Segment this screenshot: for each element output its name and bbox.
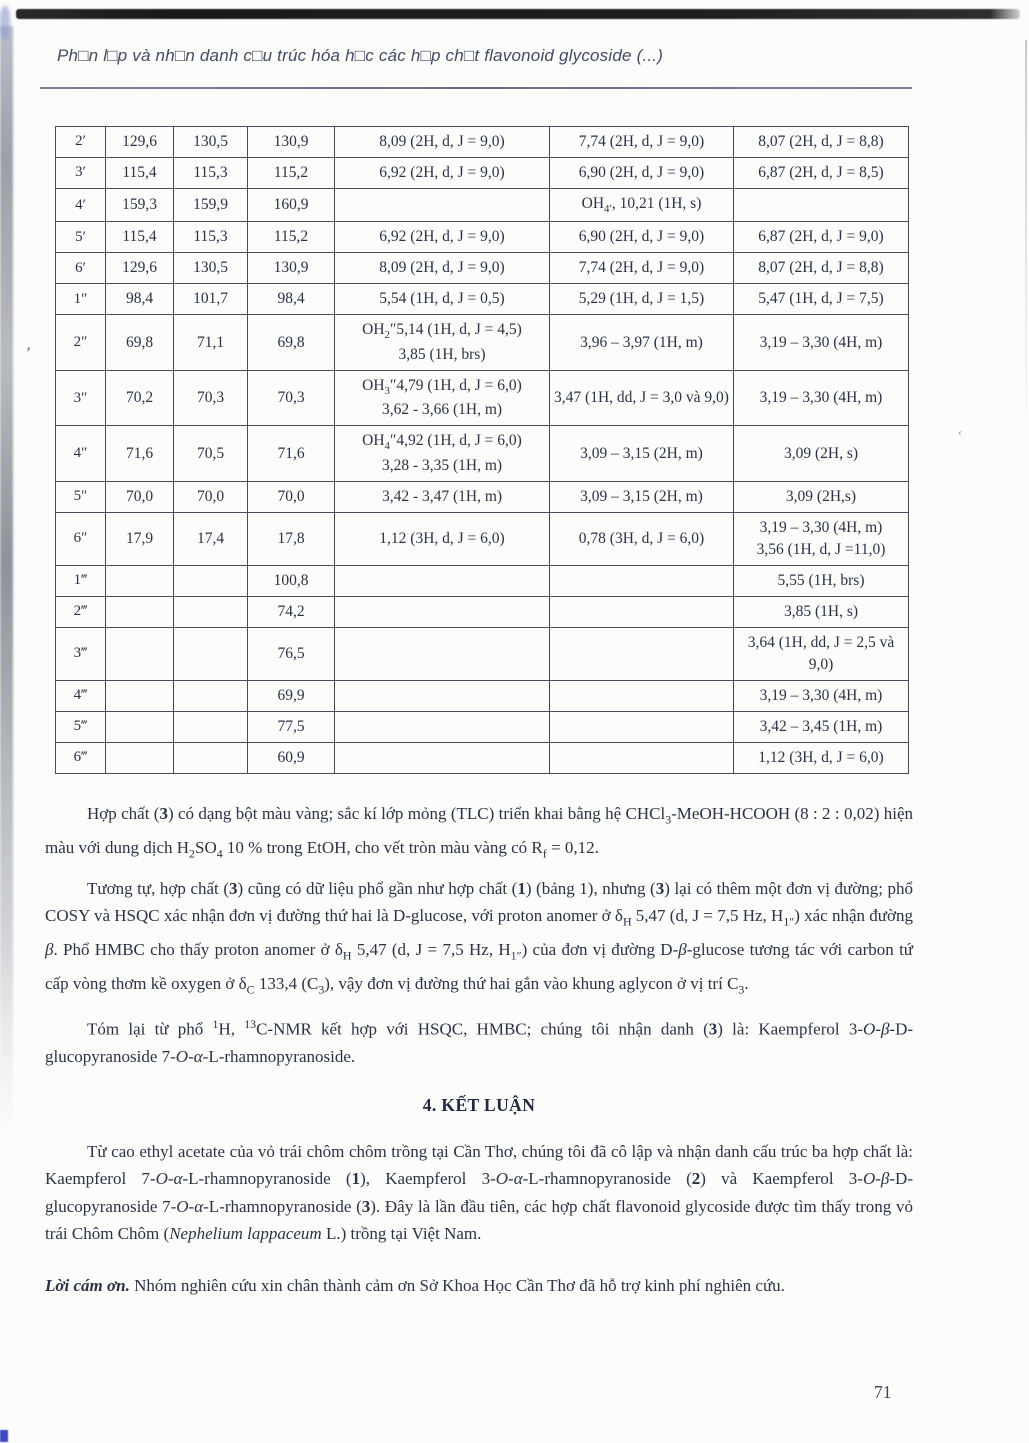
table-cell: 71,1 [174, 315, 248, 370]
table-row [56, 711, 909, 742]
table-cell: 5,55 (1H, brs) [734, 565, 909, 596]
scan-artifact-left-edge [0, 26, 13, 1141]
paragraph-compound3-identification: Tóm lại từ phổ $^1$H, $^{13}$C-NMR kết hợp với HSQC, HMBC; chúng tôi nhận danh (3) là: Kaempferol 3-O-β-D-glucopyranoside 7-O-α-L-rhamnopyranoside. [45, 1016, 914, 1067]
table-cell: 74,2 [248, 596, 335, 627]
table-cell: 115,4 [106, 158, 174, 189]
table-cell: 159,3 [106, 189, 174, 222]
table-cell: $OH_4''4,92$ (1H, d, J = 6,0) 3,28 - 3,35 (1H, m) [335, 426, 550, 481]
table-cell: 3,09 (2H,s) [734, 481, 909, 512]
table-row [56, 596, 909, 627]
page-content [45, 126, 913, 1306]
scan-artifact-bottom-mark [0, 1430, 8, 1442]
table-cell: 70,2 [106, 370, 174, 425]
table-row [56, 370, 909, 425]
table-cell: 159,9 [174, 189, 248, 222]
table-cell: 70,3 [174, 370, 248, 425]
table-cell [550, 627, 734, 680]
table-cell: 5,54 (1H, d, J = 0,5) [335, 284, 550, 315]
table-cell: 4″ [56, 426, 106, 481]
table-cell: 70,3 [248, 370, 335, 425]
table-cell: 130,9 [248, 127, 335, 158]
table-cell: 17,4 [174, 512, 248, 565]
table-row [56, 284, 909, 315]
table-cell: 8,07 (2H, d, J = 8,8) [734, 127, 909, 158]
table-cell [550, 680, 734, 711]
table-cell: 130,5 [174, 253, 248, 284]
table-cell: 130,9 [248, 253, 335, 284]
table-cell [174, 627, 248, 680]
table-cell: $OH_3''4,79$ (1H, d, J = 6,0) 3,62 - 3,66 (1H, m) [335, 370, 550, 425]
table-cell: 3,19 – 3,30 (4H, m) [734, 370, 909, 425]
table-cell: 70,0 [106, 481, 174, 512]
table-cell: 3,85 (1H, s) [734, 596, 909, 627]
table-cell: 3,19 – 3,30 (4H, m) 3,56 (1H, d, J =11,0) [734, 512, 909, 565]
table-cell: 115,2 [248, 158, 335, 189]
table-cell [174, 742, 248, 773]
table-row [56, 627, 909, 680]
table-cell: 70,5 [174, 426, 248, 481]
scan-artifact-right-line [1025, 40, 1027, 440]
table-cell [335, 711, 550, 742]
table-row [56, 189, 909, 222]
table-cell: 3,09 (2H, s) [734, 426, 909, 481]
table-cell: 70,0 [174, 481, 248, 512]
running-header-title: Ph□n l□p và nh□n danh c□u trúc hóa h□c các h□p ch□t flavonoid glycoside (...) [57, 46, 664, 65]
table-cell: 3,42 – 3,45 (1H, m) [734, 711, 909, 742]
table-cell: 1,12 (3H, d, J = 6,0) [734, 742, 909, 773]
table-cell: 1″ [56, 284, 106, 315]
table-cell: 8,07 (2H, d, J = 8,8) [734, 253, 909, 284]
table-cell: 6″ [56, 512, 106, 565]
header-rule [40, 87, 912, 89]
table-row [56, 426, 909, 481]
table-cell: 98,4 [106, 284, 174, 315]
table-cell: 77,5 [248, 711, 335, 742]
scan-artifact-top-bar [16, 9, 1020, 19]
paragraph-compound3-tlc: Hợp chất (3) có dạng bột màu vàng; sắc kí lớp mỏng (TLC) triển khai bằng hệ CHCl$_3$-MeOH-HCOOH (8 : 2 : 0,02) hiện màu với dung dịch $H_2SO_4$ 10 % trong EtOH, cho vết tròn màu vàng có $R_f = 0,12$. [45, 803, 914, 861]
table-cell [335, 742, 550, 773]
table-cell [335, 565, 550, 596]
table-cell: 7,74 (2H, d, J = 9,0) [550, 127, 734, 158]
table-cell [550, 596, 734, 627]
table-cell: 2‴ [56, 596, 106, 627]
table-cell: 5,47 (1H, d, J = 7,5) [734, 284, 909, 315]
table-cell: 2′ [56, 127, 106, 158]
table-cell: 5′ [56, 222, 106, 253]
table-cell [106, 565, 174, 596]
table-cell: 17,9 [106, 512, 174, 565]
table-cell: 100,8 [248, 565, 335, 596]
paragraph-acknowledgment: Lời cám ơn. Nhóm nghiên cứu xin chân thành cảm ơn Sở Khoa Học Cần Thơ đã hỗ trợ kinh phí nghiên cứu. [45, 1275, 785, 1295]
table-cell: $OH_2''5,14$ (1H, d, J = 4,5) 3,85 (1H, brs) [335, 315, 550, 370]
table-cell: 76,5 [248, 627, 335, 680]
scan-artifact-corner-smudge [0, 6, 10, 40]
scan-artifact-right-tick: ‹ [956, 423, 964, 440]
table-row [56, 565, 909, 596]
table-cell: 8,09 (2H, d, J = 9,0) [335, 127, 550, 158]
table-cell: 115,3 [174, 158, 248, 189]
table-cell: 3,64 (1H, dd, J = 2,5 và 9,0) [734, 627, 909, 680]
table-cell [106, 627, 174, 680]
table-cell: 115,2 [248, 222, 335, 253]
table-cell: 3,09 – 3,15 (2H, m) [550, 481, 734, 512]
table-cell: 3,47 (1H, dd, J = 3,0 và 9,0) [550, 370, 734, 425]
table-row [56, 127, 909, 158]
table-cell [335, 596, 550, 627]
table-cell [550, 742, 734, 773]
table-cell [106, 742, 174, 773]
table-row [56, 158, 909, 189]
table-cell: 69,8 [248, 315, 335, 370]
table-cell: $OH_{4'}$, 10,21 (1H, s) [550, 189, 734, 222]
table-cell: 130,5 [174, 127, 248, 158]
table-cell: 17,8 [248, 512, 335, 565]
table-cell [550, 565, 734, 596]
table-cell [174, 565, 248, 596]
table-row [56, 315, 909, 370]
table-cell: 6‴ [56, 742, 106, 773]
table-cell: 3′ [56, 158, 106, 189]
table-row [56, 512, 909, 565]
table-cell [174, 680, 248, 711]
table-cell: 4‴ [56, 680, 106, 711]
table-cell [106, 596, 174, 627]
table-cell: 5,29 (1H, d, J = 1,5) [550, 284, 734, 315]
table-cell [335, 680, 550, 711]
paragraph-conclusion: Từ cao ethyl acetate của vỏ trái chôm chôm trồng tại Cần Thơ, chúng tôi đã cô lập và nhận danh cấu trúc ba hợp chất là: Kaempferol 7-O-α-L-rhamnopyranoside (1), Kaempferol 3-O-α-L-rhamnopyranoside (2) và Kaempferol 3-O-β-D-glucopyranoside 7-O-α-L-rhamnopyranoside (3). Đây là lần đầu tiên, các hợp chất flavonoid glycoside được tìm thấy trong vỏ trái Chôm Chôm (Nephelium lappaceum L.) trồng tại Việt Nam. [45, 1141, 914, 1244]
table-cell: 2″ [56, 315, 106, 370]
table-cell: 6,90 (2H, d, J = 9,0) [550, 222, 734, 253]
table-cell: 3,09 – 3,15 (2H, m) [550, 426, 734, 481]
table-cell: 6,90 (2H, d, J = 9,0) [550, 158, 734, 189]
table-cell: 1,12 (3H, d, J = 6,0) [335, 512, 550, 565]
paragraph-compound3-spectra: Tương tự, hợp chất (3) cũng có dữ liệu phổ gần như hợp chất (1) (bảng 1), nhưng (3) lại có thêm một đơn vị đường; phổ COSY và HSQC xác nhận đơn vị đường thứ hai là D-glucose, với proton anomer ở $\delta_H$ 5,47 (d, J = 7,5 Hz, $H_{1''}$) xác nhận đường β. Phổ HMBC cho thấy proton anomer ở $\delta_H$ 5,47 (d, J = 7,5 Hz, $H_{1''}$) của đơn vị đường D-β-glucose tương tác với carbon tứ cấp vòng thơm kề oxygen ở $\delta_C$ 133,4 $(C_3)$, vậy đơn vị đường thứ hai gắn vào khung aglycon ở vị trí $C_3$. [45, 878, 914, 997]
table-row [56, 481, 909, 512]
table-cell: 160,9 [248, 189, 335, 222]
table-cell: 3,96 – 3,97 (1H, m) [550, 315, 734, 370]
table-cell: 6,92 (2H, d, J = 9,0) [335, 222, 550, 253]
table-row [56, 742, 909, 773]
table-row [56, 680, 909, 711]
table-cell [174, 596, 248, 627]
table-cell: 1‴ [56, 565, 106, 596]
table-row [56, 222, 909, 253]
table-cell: 70,0 [248, 481, 335, 512]
table-cell [550, 711, 734, 742]
table-cell: 5″ [56, 481, 106, 512]
table-cell: 6,92 (2H, d, J = 9,0) [335, 158, 550, 189]
nmr-table-body [56, 127, 909, 774]
table-cell: 3,42 - 3,47 (1H, m) [335, 481, 550, 512]
table-cell: 7,74 (2H, d, J = 9,0) [550, 253, 734, 284]
table-cell: 129,6 [106, 127, 174, 158]
table-row [56, 253, 909, 284]
table-cell: 8,09 (2H, d, J = 9,0) [335, 253, 550, 284]
table-cell [106, 711, 174, 742]
table-cell: 98,4 [248, 284, 335, 315]
nmr-data-table [55, 126, 909, 774]
table-cell: 3″ [56, 370, 106, 425]
table-cell: 71,6 [248, 426, 335, 481]
table-cell [734, 189, 909, 222]
table-cell: 69,9 [248, 680, 335, 711]
table-cell: 5‴ [56, 711, 106, 742]
table-cell: 69,8 [106, 315, 174, 370]
table-cell [174, 711, 248, 742]
table-cell: 3‴ [56, 627, 106, 680]
table-cell: 60,9 [248, 742, 335, 773]
table-cell: 71,6 [106, 426, 174, 481]
table-cell: 6,87 (2H, d, J = 8,5) [734, 158, 909, 189]
table-cell: 115,4 [106, 222, 174, 253]
section-heading-conclusion: 4. KẾT LUẬN [422, 1094, 536, 1115]
table-cell: 129,6 [106, 253, 174, 284]
page-number: 71 [874, 1382, 892, 1402]
table-cell: 6′ [56, 253, 106, 284]
table-cell: 3,19 – 3,30 (4H, m) [734, 315, 909, 370]
table-cell [106, 680, 174, 711]
table-cell: 0,78 (3H, d, J = 6,0) [550, 512, 734, 565]
table-cell: 6,87 (2H, d, J = 9,0) [734, 222, 909, 253]
table-cell: 101,7 [174, 284, 248, 315]
scan-artifact-quote-mark: ’ [26, 345, 31, 361]
table-cell: 4′ [56, 189, 106, 222]
table-cell [335, 627, 550, 680]
table-cell: 3,19 – 3,30 (4H, m) [734, 680, 909, 711]
table-cell: 115,3 [174, 222, 248, 253]
table-cell [335, 189, 550, 222]
